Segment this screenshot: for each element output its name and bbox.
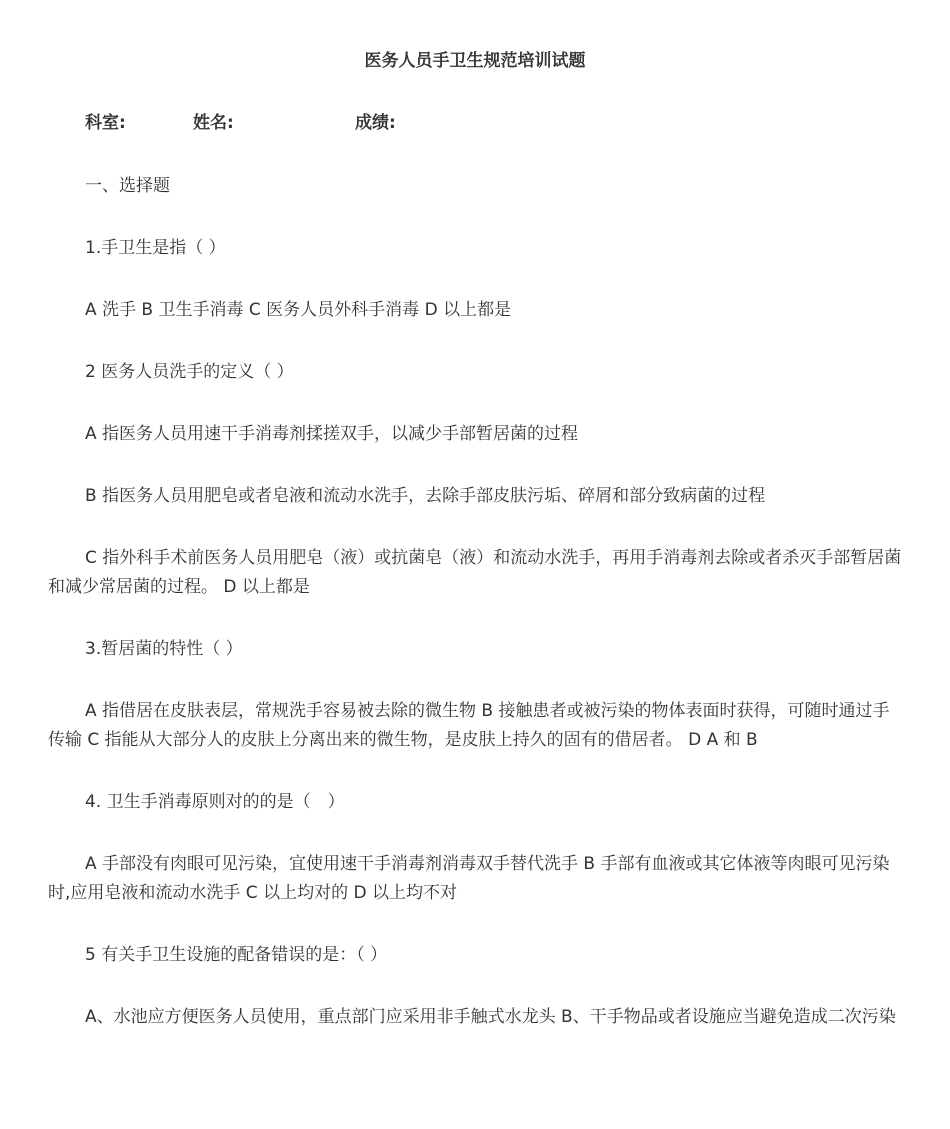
name-field-label: 姓名: [193,113,234,133]
question-5-options: A、水池应方便医务人员使用，重点部门应采用非手触式水龙头 B、干手物品或者设施应当避免造成二次污染 [85,1007,896,1027]
question-1-stem: 1.手卫生是指（ ） [85,238,226,258]
score-field-label: 成绩: [355,113,396,133]
question-4-options: A 手部没有肉眼可见污染，宜使用速干手消毒剂消毒双手替代洗手 B 手部有血液或其它体液等肉眼可见污染时,应用皂液和流动水洗手 C 以上均对的 D 以上均不对 [48,854,890,903]
header-fields [85,111,685,135]
question-3-stem: 3.暂居菌的特性（ ） [85,639,243,659]
question-2-option-cd: C 指外科手术前医务人员用肥皂（液）或抗菌皂（液）和流动水洗手，再用手消毒剂去除或者杀灭手部暂居菌和减少常居菌的过程。 D 以上都是 [48,548,902,597]
question-5-stem: 5 有关手卫生设施的配备错误的是：（ ） [85,945,388,965]
question-2-option-b: B 指医务人员用肥皂或者皂液和流动水洗手，去除手部皮肤污垢、碎屑和部分致病菌的过程 [85,486,766,506]
question-2-stem: 2 医务人员洗手的定义（ ） [85,362,294,382]
department-field-label: 科室: [85,113,126,133]
question-1-options: A 洗手 B 卫生手消毒 C 医务人员外科手消毒 D 以上都是 [85,300,512,320]
page-title: 医务人员手卫生规范培训试题 [364,51,586,71]
section-heading: 一、选择题 [85,176,170,196]
question-2-option-a: A 指医务人员用速干手消毒剂揉搓双手，以减少手部暂居菌的过程 [85,424,579,444]
question-3-options: A 指借居在皮肤表层，常规洗手容易被去除的微生物 B 接触患者或被污染的物体表面时获得，可随时通过手传输 C 指能从大部分人的皮肤上分离出来的微生物，是皮肤上持久的固有的借居者。 D A 和 B [48,701,890,750]
question-4-stem: 4. 卫生手消毒原则对的的是（ ） [85,792,345,812]
